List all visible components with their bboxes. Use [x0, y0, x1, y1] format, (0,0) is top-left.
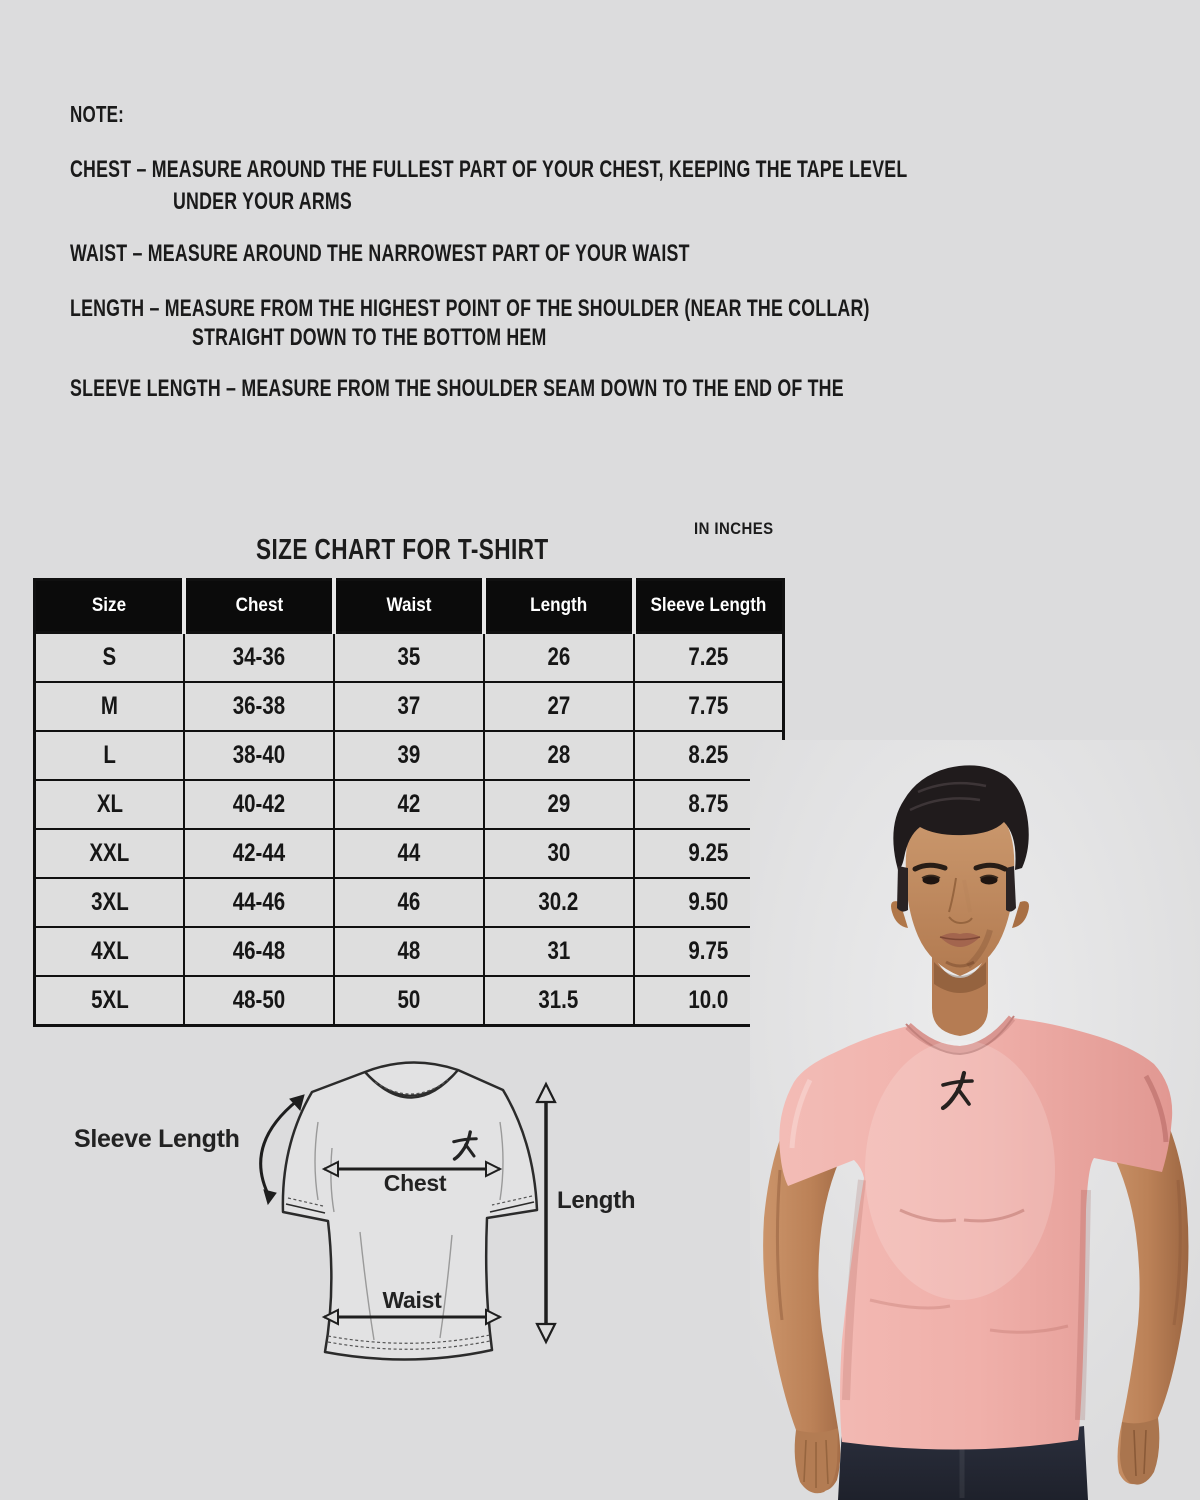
- note-title: [70, 101, 143, 128]
- table-cell: 9.75: [634, 927, 784, 976]
- table-row: [35, 829, 784, 878]
- table-cell: 46: [334, 878, 484, 927]
- table-cell: 38-40: [184, 731, 334, 780]
- table-cell: 9.25: [634, 829, 784, 878]
- table-cell: 29: [484, 780, 634, 829]
- length-label: Length: [557, 1187, 636, 1214]
- table-cell: 8.75: [634, 780, 784, 829]
- table-row: [35, 731, 784, 780]
- size-table-header: [35, 580, 784, 633]
- table-cell: 10.0: [634, 976, 784, 1026]
- table-cell: 48-50: [184, 976, 334, 1026]
- table-cell: 5XL: [35, 976, 185, 1026]
- sleeve-length-label: Sleeve Length: [74, 1125, 240, 1153]
- table-cell: M: [35, 682, 185, 731]
- model-photo: [750, 740, 1200, 1500]
- table-cell: 36-38: [184, 682, 334, 731]
- table-cell: S: [35, 633, 185, 683]
- table-cell: 48: [334, 927, 484, 976]
- table-cell: XL: [35, 780, 185, 829]
- table-cell: 44-46: [184, 878, 334, 927]
- length-arrow: [537, 1084, 555, 1342]
- unit-label: IN INCHES: [694, 519, 774, 538]
- size-table-body: [35, 633, 784, 1026]
- diagram-shirt: [283, 1062, 537, 1359]
- column-header-size: Size: [35, 580, 185, 633]
- tshirt-measurement-diagram: [60, 1050, 660, 1385]
- table-cell: L: [35, 731, 185, 780]
- table-row: [35, 976, 784, 1026]
- note-title-text: NOTE:: [70, 101, 125, 127]
- note-sleeve-line: SLEEVE LENGTH – MEASURE FROM THE SHOULDER SEAM DOWN TO THE END OF THE: [70, 375, 844, 402]
- chest-label: Chest: [383, 1170, 447, 1196]
- table-cell: 42-44: [184, 829, 334, 878]
- table-row: [35, 682, 784, 731]
- table-cell: 27: [484, 682, 634, 731]
- table-cell: 44: [334, 829, 484, 878]
- table-cell: 26: [484, 633, 634, 683]
- table-cell: 31.5: [484, 976, 634, 1026]
- table-cell: 7.75: [634, 682, 784, 731]
- table-cell: 30.2: [484, 878, 634, 927]
- table-cell: 4XL: [35, 927, 185, 976]
- table-cell: 35: [334, 633, 484, 683]
- table-row: [35, 780, 784, 829]
- column-header-sleeve-length: Sleeve Length: [634, 580, 784, 633]
- note-length-line2: STRAIGHT DOWN TO THE BOTTOM HEM: [192, 324, 547, 351]
- column-header-waist: Waist: [334, 580, 484, 633]
- table-cell: 50: [334, 976, 484, 1026]
- table-row: [35, 927, 784, 976]
- size-chart-title: SIZE CHART FOR T-SHIRT: [256, 534, 549, 566]
- note-chest-line2: UNDER YOUR ARMS: [173, 188, 352, 215]
- table-cell: 28: [484, 731, 634, 780]
- table-cell: 40-42: [184, 780, 334, 829]
- note-chest-line1: CHEST – MEASURE AROUND THE FULLEST PART OF YOUR CHEST, KEEPING THE TAPE LEVEL: [70, 156, 908, 183]
- table-cell: 7.25: [634, 633, 784, 683]
- table-cell: 42: [334, 780, 484, 829]
- table-cell: 39: [334, 731, 484, 780]
- table-cell: 31: [484, 927, 634, 976]
- table-cell: 37: [334, 682, 484, 731]
- table-cell: XXL: [35, 829, 185, 878]
- table-cell: 34-36: [184, 633, 334, 683]
- table-cell: 9.50: [634, 878, 784, 927]
- table-cell: 46-48: [184, 927, 334, 976]
- table-row: [35, 878, 784, 927]
- table-row: [35, 633, 784, 683]
- size-table: [33, 578, 785, 1027]
- table-cell: 3XL: [35, 878, 185, 927]
- table-cell: 8.25: [634, 731, 784, 780]
- column-header-chest: Chest: [184, 580, 334, 633]
- waist-label: Waist: [382, 1287, 442, 1313]
- table-cell: 30: [484, 829, 634, 878]
- note-length-line1: LENGTH – MEASURE FROM THE HIGHEST POINT OF THE SHOULDER (NEAR THE COLLAR): [70, 295, 870, 322]
- column-header-length: Length: [484, 580, 634, 633]
- note-waist-line: WAIST – MEASURE AROUND THE NARROWEST PART OF YOUR WAIST: [70, 240, 690, 267]
